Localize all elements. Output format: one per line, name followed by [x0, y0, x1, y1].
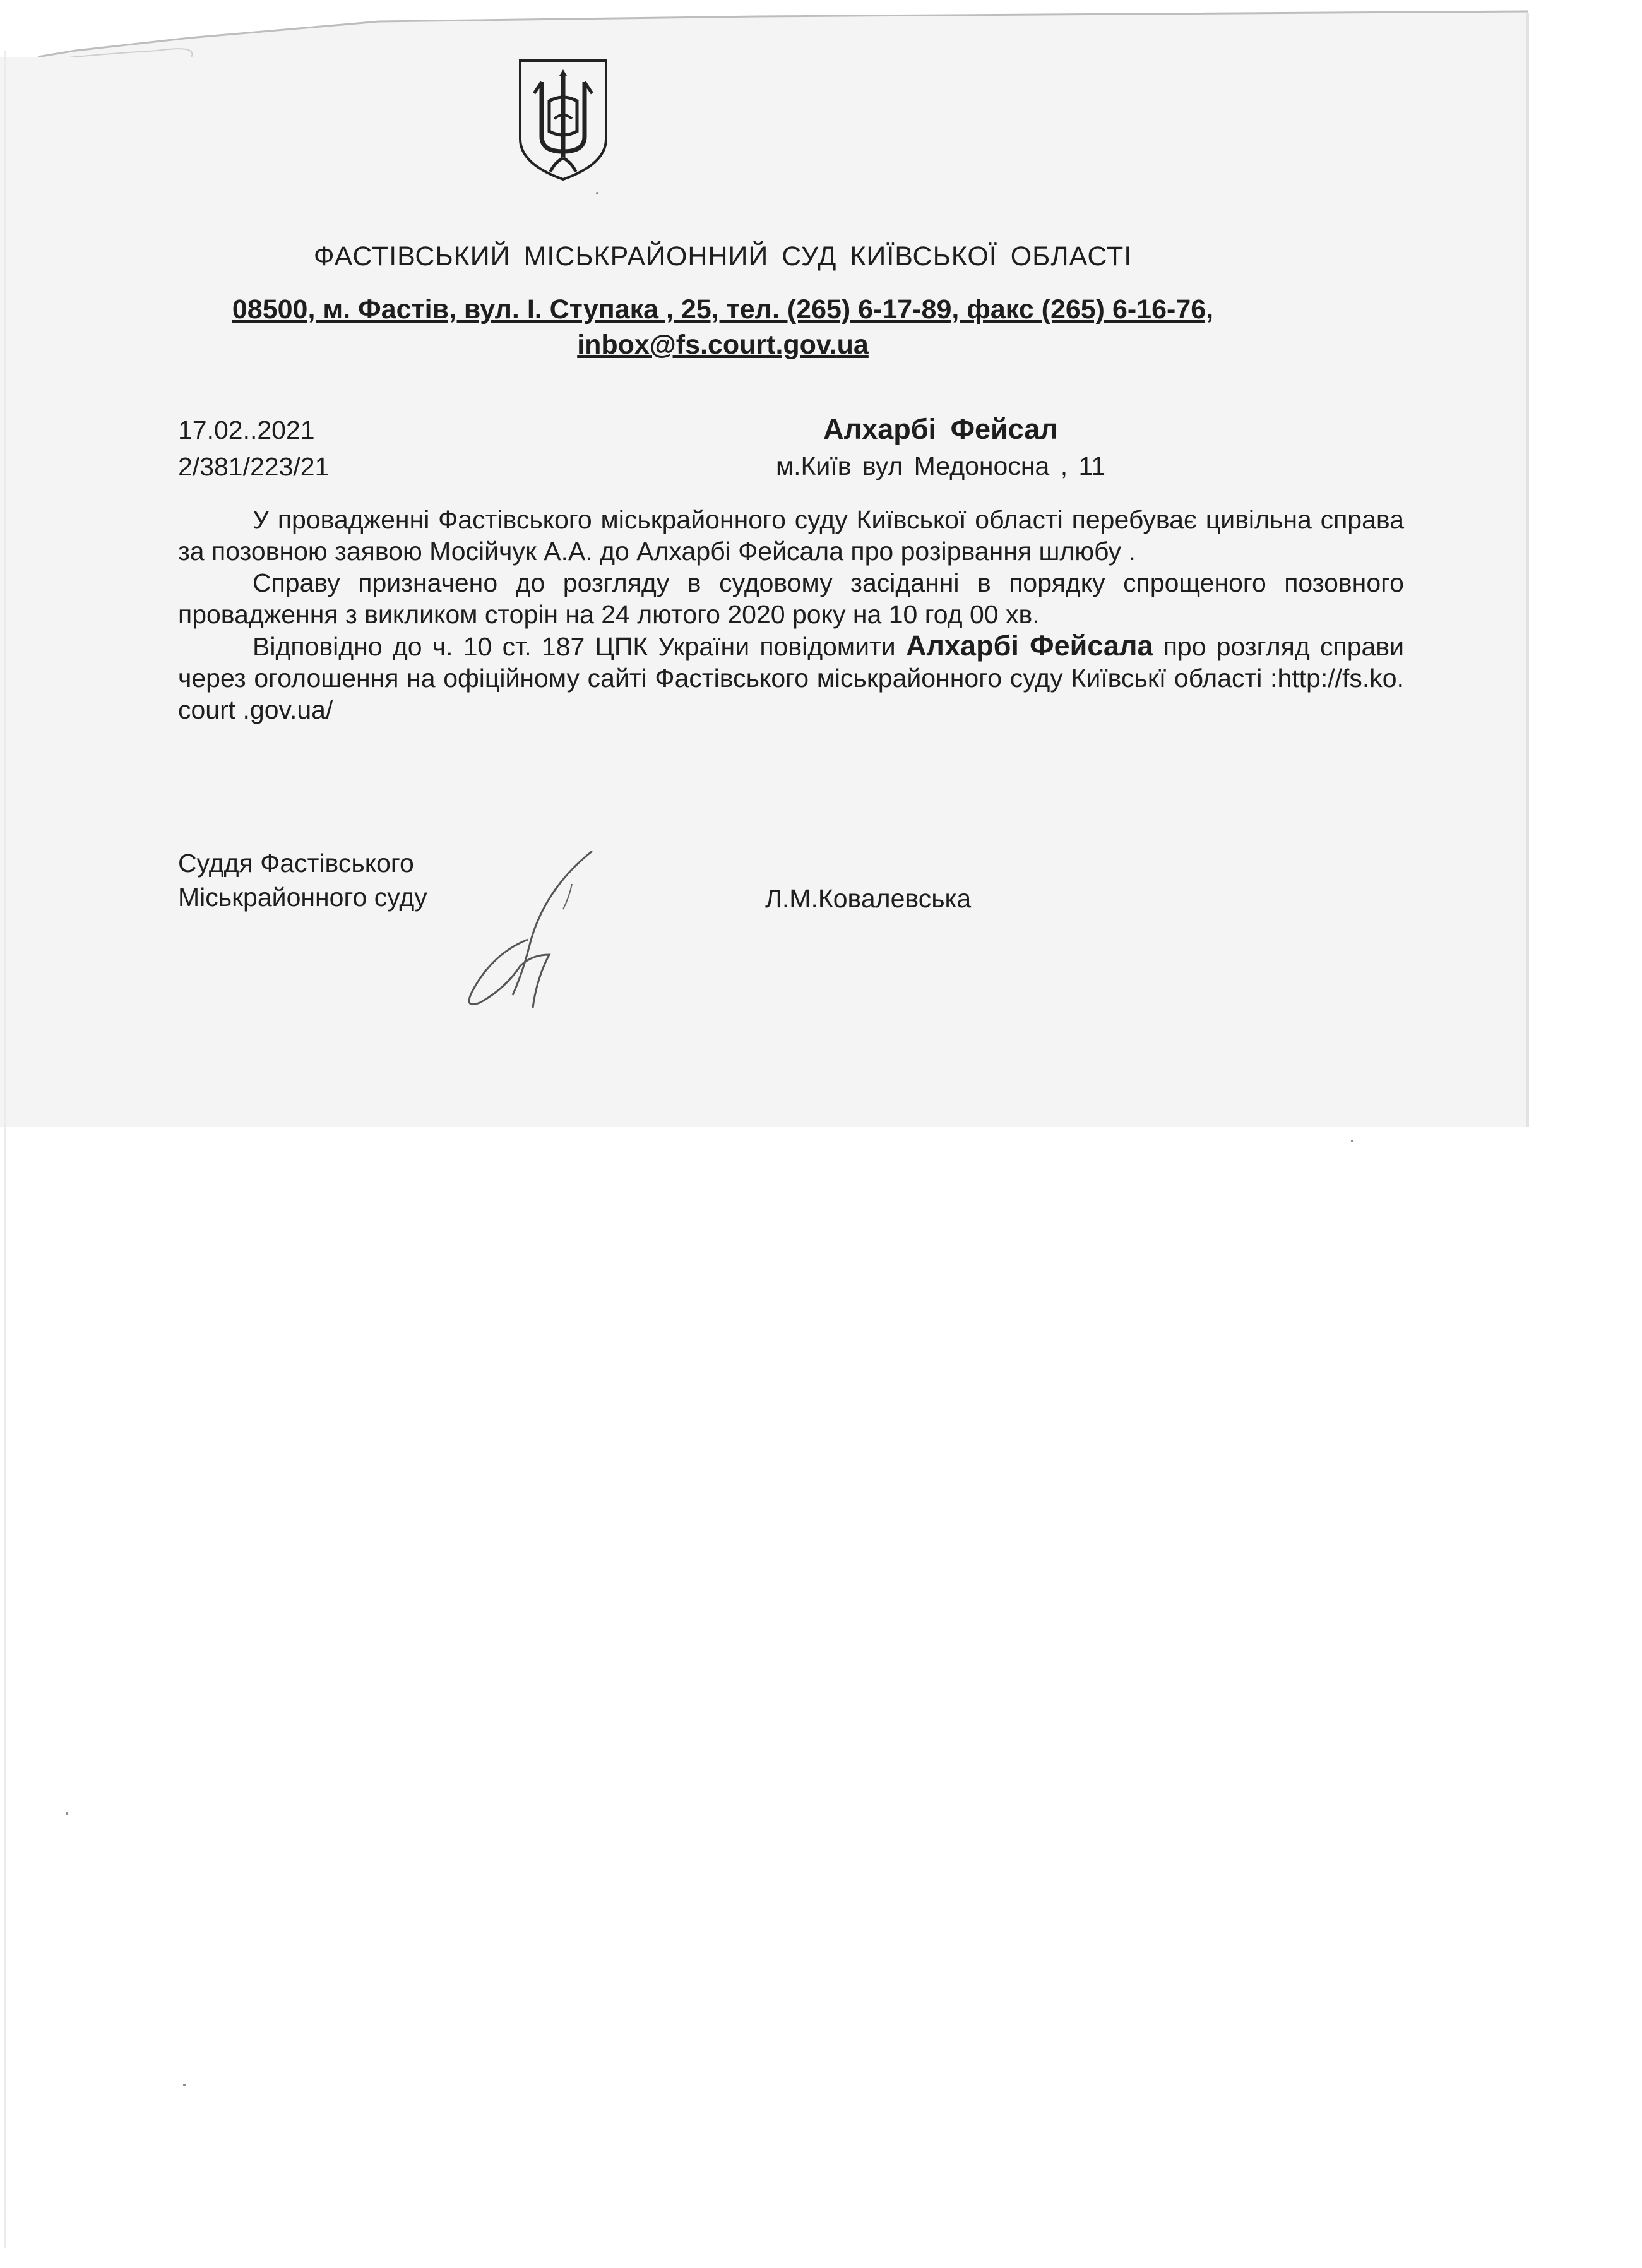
- scan-speck: [66, 1812, 68, 1815]
- email-suffix: ua: [836, 330, 869, 360]
- page-left-edge: [4, 51, 6, 2248]
- paragraph-3-start: Відповідно до ч. 10 ст. 187 ЦПК України повідомити: [253, 632, 896, 661]
- judge-title-line-2: Міськрайонного суду: [178, 883, 427, 912]
- trident-icon: [516, 57, 610, 183]
- scan-speck: [183, 2084, 186, 2086]
- recipient-block: [732, 410, 1149, 484]
- letter-body: [178, 504, 1404, 725]
- scan-speck: [596, 192, 598, 194]
- judge-title-line-1: Суддя Фастівського: [178, 849, 414, 878]
- document-reference-number: 2/381/223/21: [178, 452, 330, 481]
- body-paragraph-2: Справу призначено до розгляду в судовому засіданні в порядку спрощеного позовного провадження з викликом сторін на 24 лютого 2020 року на 10 год 00 хв.: [178, 568, 1404, 629]
- body-paragraph-3: [178, 630, 1404, 725]
- paragraph-3-end: про розгляд справи через оголошення на офіційному сайті Фастівського міськрайонного суду Київськї області :http://fs.ko. court .gov.ua/: [178, 632, 1404, 724]
- document-date: 17.02..2021: [178, 415, 315, 445]
- signature-icon: [455, 846, 606, 1023]
- email-link[interactable]: inbox@fs.court.gov.: [577, 330, 837, 360]
- recipient-name: Алхарбі Фейсал: [823, 413, 1058, 445]
- scan-speck: [1351, 1140, 1353, 1142]
- email-line: [0, 327, 1446, 362]
- judge-name: Л.М.Ковалевська: [765, 884, 972, 913]
- page-right-edge: [1526, 13, 1529, 1127]
- paragraph-3-name: Алхарбі Фейсала: [905, 630, 1153, 662]
- date-reference-block: [178, 412, 329, 485]
- recipient-address: м.Київ вул Медоносна , 11: [775, 451, 1106, 480]
- torn-paper-edge: [0, 0, 1642, 57]
- body-paragraph-1: У провадженні Фастівського міськрайонного суду Київської області перебуває цивільна справа за позовною заявою Мосійчук А.А. до Алхарбі Фейсала про розірвання шлюбу .: [178, 505, 1404, 566]
- judge-title-block: [178, 846, 427, 914]
- court-name-heading: ФАСТІВСЬКИЙ МІСЬКРАЙОННИЙ СУД КИЇВСЬКОЇ ОБЛАСТІ: [313, 241, 1133, 272]
- court-address: [0, 292, 1446, 362]
- address-line: 08500, м. Фастів, вул. І. Ступака , 25, тел. (265) 6-17-89, факс (265) 6-16-76,: [232, 294, 1214, 325]
